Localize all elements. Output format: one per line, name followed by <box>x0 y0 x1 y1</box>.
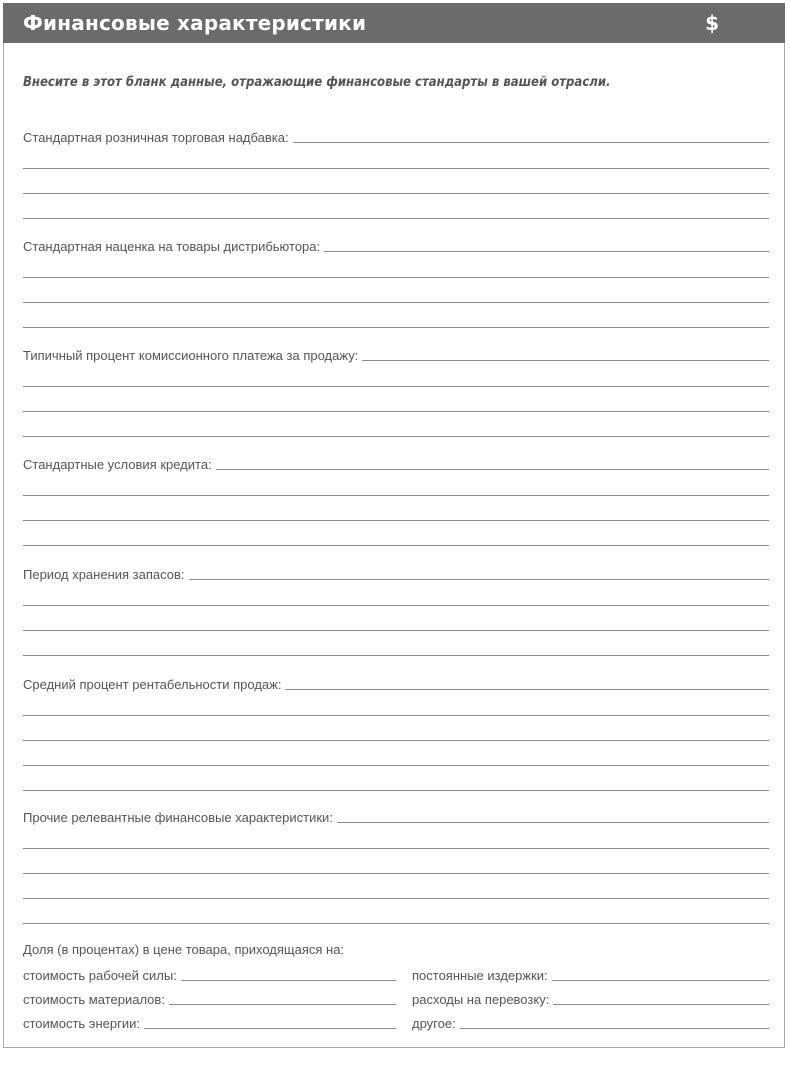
field-label: Период хранения запасов: <box>23 567 185 582</box>
answer-line[interactable] <box>553 1004 769 1005</box>
share-label-materials: стоимость материалов: <box>23 992 165 1007</box>
answer-line[interactable] <box>181 980 396 981</box>
share-label-labor: стоимость рабочей силы: <box>23 968 177 983</box>
section-inventory-period <box>23 564 769 656</box>
answer-line[interactable] <box>23 715 769 716</box>
share-label-shipping: расходы на перевозку: <box>412 992 550 1007</box>
answer-line[interactable] <box>324 251 769 252</box>
answer-line[interactable] <box>23 765 769 766</box>
share-label-energy: стоимость энергии: <box>23 1016 140 1031</box>
answer-line[interactable] <box>23 302 769 303</box>
answer-line[interactable] <box>23 386 769 387</box>
share-title: Доля (в процентах) в цене товара, приходящаяся на: <box>23 942 345 957</box>
answer-line[interactable] <box>460 1028 769 1029</box>
answer-line[interactable] <box>23 218 769 219</box>
field-label: Типичный процент комиссионного платежа за продажу: <box>23 348 359 363</box>
share-grid <box>23 965 769 1037</box>
section-distributor-markup <box>23 236 769 328</box>
answer-line[interactable] <box>23 898 769 899</box>
answer-line[interactable] <box>23 873 769 874</box>
answer-line[interactable] <box>189 579 769 580</box>
answer-line[interactable] <box>23 520 769 521</box>
section-credit-terms <box>23 454 769 546</box>
answer-line[interactable] <box>23 411 769 412</box>
answer-line[interactable] <box>23 605 769 606</box>
answer-line[interactable] <box>169 1004 396 1005</box>
answer-line[interactable] <box>337 822 769 823</box>
section-retail-markup <box>23 127 769 219</box>
answer-line[interactable] <box>23 193 769 194</box>
header-bar <box>3 3 785 43</box>
answer-line[interactable] <box>23 740 769 741</box>
answer-line[interactable] <box>216 469 769 470</box>
field-label: Средний процент рентабельности продаж: <box>23 677 282 692</box>
section-commission <box>23 345 769 437</box>
answer-line[interactable] <box>23 436 769 437</box>
answer-line[interactable] <box>285 689 769 690</box>
field-label: Стандартная наценка на товары дистрибьютора: <box>23 239 321 254</box>
answer-line[interactable] <box>23 790 769 791</box>
field-label: Прочие релевантные финансовые характеристики: <box>23 810 333 825</box>
field-label: Стандартные условия кредита: <box>23 457 212 472</box>
answer-line[interactable] <box>552 980 769 981</box>
answer-line[interactable] <box>144 1028 396 1029</box>
answer-line[interactable] <box>23 327 769 328</box>
answer-line[interactable] <box>23 277 769 278</box>
answer-line[interactable] <box>23 655 769 656</box>
answer-line[interactable] <box>23 168 769 169</box>
answer-line[interactable] <box>362 360 769 361</box>
answer-line[interactable] <box>23 848 769 849</box>
share-label-other: другое: <box>412 1016 456 1031</box>
answer-line[interactable] <box>293 142 769 143</box>
section-profitability <box>23 674 769 791</box>
section-other-characteristics <box>23 807 769 924</box>
share-label-fixed-costs: постоянные издержки: <box>412 968 548 983</box>
answer-line[interactable] <box>23 630 769 631</box>
intro-text: Внесите в этот бланк данные, отражающие финансовые стандарты в вашей отрасли. <box>23 75 611 90</box>
answer-line[interactable] <box>23 545 769 546</box>
answer-line[interactable] <box>23 923 769 924</box>
field-label: Стандартная розничная торговая надбавка: <box>23 130 289 145</box>
page-title: Финансовые характеристики <box>23 11 367 35</box>
answer-line[interactable] <box>23 495 769 496</box>
dollar-icon: $ <box>705 11 719 35</box>
